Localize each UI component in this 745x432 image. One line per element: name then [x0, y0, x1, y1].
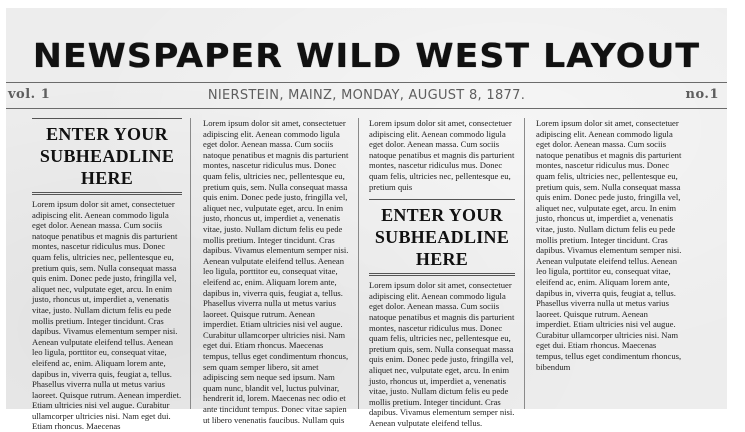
column-3	[369, 118, 515, 428]
subheadline-2: ENTER YOUR SUBHEADLINE HERE	[374, 205, 510, 270]
volume-label: vol. 1	[8, 87, 51, 102]
masthead-rule-top	[6, 82, 727, 83]
column-4-body: Lorem ipsum dolor sit amet, consectetuer adipiscing elit. Aenean commodo ligula eget dolor. Aenean massa. Cum sociis natoque penatibus et magnis dis parturient montes, nascetur ridiculus mus. Donec quam felis, ultricies nec, pellentesque eu, pretium quis, sem. Nulla consequat massa quis enim. Donec pede justo, fringilla vel, aliquet nec, vulputate eget, arcu. In enim justo, rhoncus ut, imperdiet a, venenatis vitae, justo. Nullam dictum felis eu pede mollis pretium. Integer tincidunt. Cras dapibus. Vivamus elementum semper nisi. Aenean vulputate eleifend tellus. Aenean leo ligula, porttitor eu, consequat vitae, eleifend ac, enim. Aliquam lorem ante, dapibus in, viverra quis, feugiat a, tellus. Phasellus viverra nulla ut metus varius laoreet. Quisque rutrum. Aenean imperdiet. Etiam ultricies nisi vel augue. Curabitur ullamcorper ultricies nisi. Nam eget dui. Etiam rhoncus. Maecenas tempus, tellus eget condimentum rhoncus, bibendum	[536, 118, 682, 372]
column-1	[32, 118, 182, 432]
column-2-body: Lorem ipsum dolor sit amet, consectetuer adipiscing elit. Aenean commodo ligula eget dolor. Aenean massa. Cum sociis natoque penatibus et magnis dis parturient montes, nascetur ridiculus mus. Donec quam felis, ultricies nec, pellentesque eu, pretium quis, sem. Nulla consequat massa quis enim. Donec pede justo, fringilla vel, aliquet nec, vulputate eget, arcu. In enim justo, rhoncus ut, imperdiet a, venenatis vitae, justo. Nullam dictum felis eu pede mollis pretium. Integer tincidunt. Cras dapibus. Vivamus elementum semper nisi. Aenean vulputate eleifend tellus. Aenean leo ligula, porttitor eu, consequat vitae, eleifend ac, enim. Aliquam lorem ante, dapibus in, viverra quis, feugiat a, tellus. Phasellus viverra nulla ut metus varius laoreet. Quisque rutrum. Aenean imperdiet. Etiam ultricies nisi vel augue. Curabitur ullamcorper ultricies nisi. Nam eget dui. Etiam rhoncus. Maecenas tempus, tellus eget condimentum rhoncus, sem quam semper libero, sit amet adipiscing sem neque sed ipsum. Nam quam nunc, blandit vel, luctus pulvinar, hendrerit id, lorem. Maecenas nec odio et ante tincidunt tempus. Donec vitae sapien ut libero venenatis faucibus. Nullam quis	[203, 118, 349, 425]
column-divider-3	[524, 118, 525, 409]
dateline-bar	[6, 86, 727, 106]
newspaper-page	[6, 8, 727, 432]
column-3-body-top: Lorem ipsum dolor sit amet, consectetuer adipiscing elit. Aenean commodo ligula eget dolor. Aenean massa. Cum sociis natoque penatibus et magnis dis parturient montes, nascetur ridiculus mus. Donec quam felis, ultricies nec, pellentesque eu, pretium quis	[369, 118, 515, 192]
masthead-title: NEWSPAPER WILD WEST LAYOUT	[32, 36, 701, 75]
dateline-date: NIERSTEIN, MAINZ, MONDAY, AUGUST 8, 1877.	[207, 88, 526, 103]
column-2	[203, 118, 350, 425]
column-divider-2	[358, 118, 359, 409]
subheadline-box-1	[32, 118, 182, 195]
subheadline-box-2	[369, 199, 515, 276]
dateline-rule-bottom	[6, 108, 727, 109]
column-3-body: Lorem ipsum dolor sit amet, consectetuer adipiscing elit. Aenean commodo ligula eget dolor. Aenean massa. Cum sociis natoque penatibus et magnis dis parturient montes, nascetur ridiculus mus. Donec quam felis, ultricies nec, pellentesque eu, pretium quis, sem. Nulla consequat massa quis enim. Donec pede justo, fringilla vel, aliquet nec, vulputate eget, arcu. In enim justo, rhoncus ut, imperdiet a, venenatis vitae, justo. Nullam dictum felis eu pede mollis pretium. Integer tincidunt. Cras dapibus. Vivamus elementum semper nisi. Aenean vulputate eleifend tellus.	[369, 280, 515, 428]
subheadline-1: ENTER YOUR SUBHEADLINE HERE	[39, 124, 175, 188]
column-divider-1	[190, 118, 191, 409]
column-1-body: Lorem ipsum dolor sit amet, consectetuer adipiscing elit. Aenean commodo ligula eget dolor. Aenean massa. Cum sociis natoque penatibus et magnis dis parturient montes, nascetur ridiculus mus. Donec quam felis, ultricies nec, pellentesque eu, pretium quis, sem. Nulla consequat massa quis enim. Donec pede justo, fringilla vel, aliquet nec, vulputate eget, arcu. In enim justo, rhoncus ut, imperdiet a, venenatis vitae, justo. Nullam dictum felis eu pede mollis pretium. Integer tincidunt. Cras dapibus. Vivamus elementum semper nisi. Aenean vulputate eleifend tellus. Aenean leo ligula, porttitor eu, consequat vitae, eleifend ac, enim. Aliquam lorem ante, dapibus in, viverra quis, feugiat a, tellus. Phasellus viverra nulla ut metus varius laoreet. Quisque rutrum. Aenean imperdiet. Etiam ultricies nisi vel augue. Curabitur ullamcorper ultricies nisi. Nam eget dui. Etiam rhoncus. Maecenas	[32, 199, 182, 432]
issue-number: no.1	[685, 87, 719, 102]
column-4	[536, 118, 684, 409]
